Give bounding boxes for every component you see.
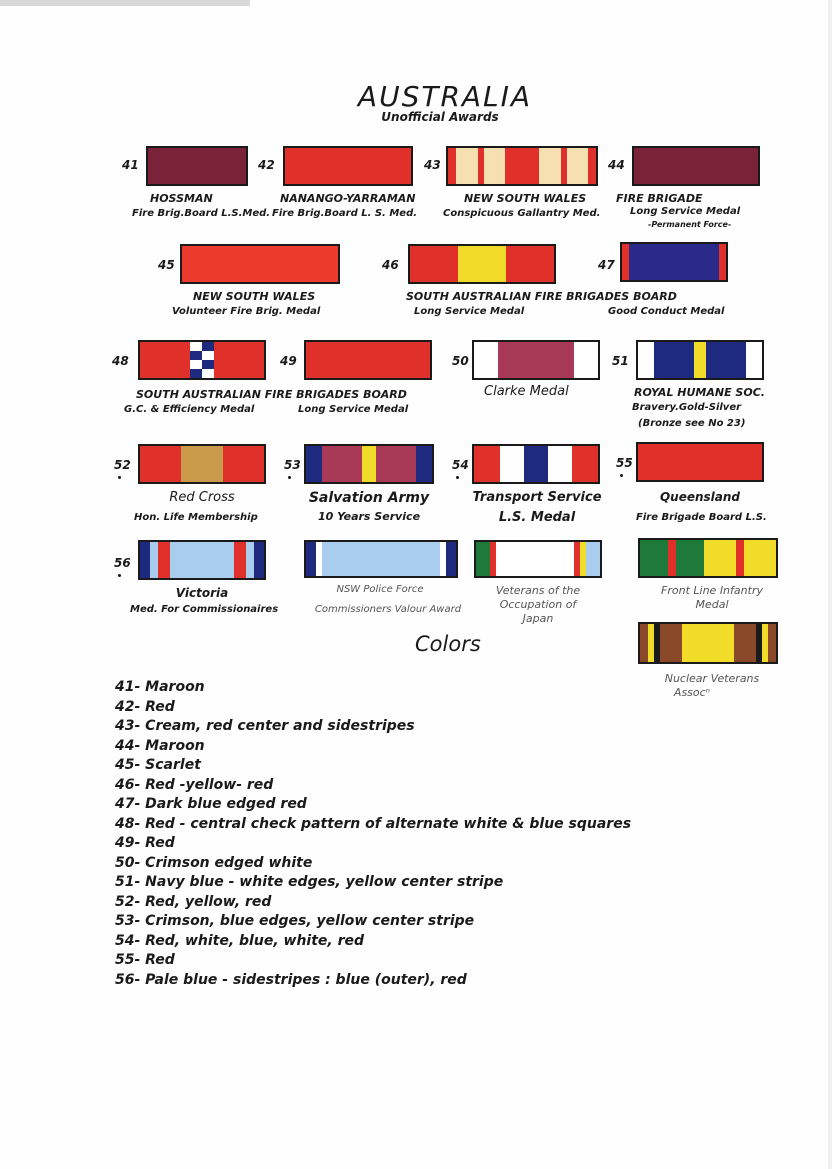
ribbon-nsw-police [304, 540, 458, 578]
ribbon-56 [138, 540, 266, 580]
ribbon-nsw-police-desc: Commissioners Valour Award [314, 604, 462, 615]
ribbon-48-number: 48 [112, 354, 129, 368]
ribbon-veterans-japan [474, 540, 602, 578]
ribbon-50-name: Clarke Medal [484, 384, 569, 399]
ribbon-44-note: -Permanent Force- [648, 220, 732, 229]
color-item: 44- Maroon [115, 737, 205, 754]
ribbon-55 [636, 442, 764, 482]
ribbon-54-name: Transport Service [472, 490, 602, 505]
ribbon-48-name: SOUTH AUSTRALIAN FIRE BRIGADES BOARD [136, 388, 407, 401]
ribbon-46 [408, 244, 556, 284]
ribbon-56-dot [118, 574, 121, 577]
ribbon-47-number: 47 [598, 258, 615, 272]
ribbon-front-line-l2: Medal [695, 598, 729, 611]
ribbon-48-desc: G.C. & Efficiency Medal [124, 404, 255, 415]
ribbon-52-dot [118, 476, 121, 479]
ribbon-41-desc: Fire Brig.Board L.S.Med. [132, 208, 271, 219]
ribbon-51-note: (Bronze see No 23) [638, 418, 746, 429]
color-item: 51- Navy blue - white edges, yellow center stripe [115, 874, 504, 890]
color-item: 50- Crimson edged white [115, 854, 313, 871]
ribbon-56-name: Victoria [175, 586, 229, 600]
ribbon-42 [283, 146, 413, 186]
ribbon-55-desc: Fire Brigade Board L.S. [636, 512, 767, 523]
color-item: 42- Red [115, 698, 175, 715]
ribbon-53-name: Salvation Army [308, 490, 430, 506]
ribbon-52 [138, 444, 266, 484]
ribbon-43-number: 43 [424, 158, 441, 172]
ribbon-50-number: 50 [452, 354, 469, 368]
color-item: 55- Red [115, 952, 175, 968]
ribbon-54-dot [456, 476, 459, 479]
ribbon-44-name: FIRE BRIGADE [616, 192, 703, 205]
ribbon-veterans-japan-l2: Occupation of [499, 598, 577, 611]
ribbon-51 [636, 340, 764, 380]
ribbon-54 [472, 444, 600, 484]
color-item: 49- Red [115, 835, 175, 851]
ribbon-veterans-japan-l1: Veterans of the [495, 584, 581, 597]
colors-list [115, 678, 631, 990]
ribbon-55-name: Queensland [659, 490, 741, 504]
ribbon-53-number: 53 [284, 458, 301, 472]
color-item: 54- Red, white, blue, white, red [115, 932, 365, 949]
ribbon-41-name: HOSSMAN [150, 192, 213, 205]
ribbon-49-desc: Long Service Medal [298, 404, 409, 415]
ribbon-44-number: 44 [608, 158, 625, 172]
ribbon-52-name: Red Cross [169, 490, 235, 505]
ribbon-nuclear-l2: Assocⁿ [673, 686, 711, 699]
ribbon-front-line [638, 538, 778, 578]
ribbon-45-name: NEW SOUTH WALES [193, 290, 316, 303]
ribbon-42-name: NANANGO-YARRAMAN [280, 192, 416, 205]
scan-edge [0, 0, 250, 6]
ribbon-44-desc: Long Service Medal [630, 206, 741, 217]
ribbon-front-line-l1: Front Line Infantry [661, 584, 763, 597]
ribbon-52-number: 52 [114, 458, 131, 472]
ribbon-53-desc: 10 Years Service [317, 510, 421, 523]
color-item: 48- Red - central check pattern of alternate white & blue squares [115, 815, 632, 832]
ribbon-51-name: ROYAL HUMANE SOC. [634, 386, 765, 399]
page-subtitle: Unofficial Awards [381, 110, 499, 124]
ribbon-43-desc: Conspicuous Gallantry Med. [443, 208, 601, 219]
ribbon-46-desc: Long Service Medal [414, 306, 525, 317]
ribbon-43 [446, 146, 598, 186]
color-item: 56- Pale blue - sidestripes : blue (outer), red [115, 971, 467, 988]
color-item: 53- Crimson, blue edges, yellow center stripe [115, 913, 475, 929]
ribbon-56-number: 56 [114, 556, 131, 570]
ribbon-46-name: SOUTH AUSTRALIAN FIRE BRIGADES BOARD [406, 290, 677, 303]
ribbon-54-number: 54 [452, 458, 469, 472]
color-item: 47- Dark blue edged red [115, 796, 307, 812]
ribbon-46-number: 46 [382, 258, 399, 272]
ribbon-47 [620, 242, 728, 282]
ribbon-45-number: 45 [158, 258, 175, 272]
ribbon-54-desc: L.S. Medal [498, 510, 576, 525]
color-item: 46- Red -yellow- red [115, 776, 274, 793]
ribbon-55-dot [620, 474, 623, 477]
ribbon-45 [180, 244, 340, 284]
ribbon-52-desc: Hon. Life Membership [134, 512, 258, 523]
ribbon-42-number: 42 [258, 158, 275, 172]
color-item: 41- Maroon [115, 679, 205, 695]
color-item: 43- Cream, red center and sidestripes [115, 718, 415, 734]
ribbon-veterans-japan-l3: Japan [522, 612, 554, 625]
ribbon-44 [632, 146, 760, 186]
ribbon-41 [146, 146, 248, 186]
ribbon-41-number: 41 [122, 158, 139, 172]
ribbon-51-number: 51 [612, 354, 629, 368]
page-title: AUSTRALIA [357, 80, 533, 113]
ribbon-50 [472, 340, 600, 380]
ribbon-43-name: NEW SOUTH WALES [464, 192, 587, 205]
ribbon-nuclear-l1: Nuclear Veterans [664, 672, 760, 685]
ribbon-nsw-police-name: NSW Police Force [336, 584, 424, 595]
ribbon-51-desc: Bravery.Gold-Silver [632, 402, 742, 413]
color-item: 52- Red, yellow, red [115, 893, 272, 910]
colors-heading: Colors [415, 632, 481, 656]
ribbon-42-desc: Fire Brig.Board L. S. Med. [272, 208, 418, 219]
scan-edge-right [828, 0, 832, 1169]
ribbon-45-desc: Volunteer Fire Brig. Medal [172, 306, 321, 317]
ribbon-56-desc: Med. For Commissionaires [130, 604, 279, 615]
ribbon-49 [304, 340, 432, 380]
ribbon-49-number: 49 [280, 354, 297, 368]
ribbon-nuclear [638, 622, 778, 664]
ribbon-53-dot [288, 476, 291, 479]
ribbon-55-number: 55 [616, 456, 633, 470]
ribbon-47-desc: Good Conduct Medal [608, 306, 725, 317]
ribbon-53 [304, 444, 434, 484]
color-item: 45- Scarlet [115, 757, 201, 773]
ribbon-48 [138, 340, 266, 380]
